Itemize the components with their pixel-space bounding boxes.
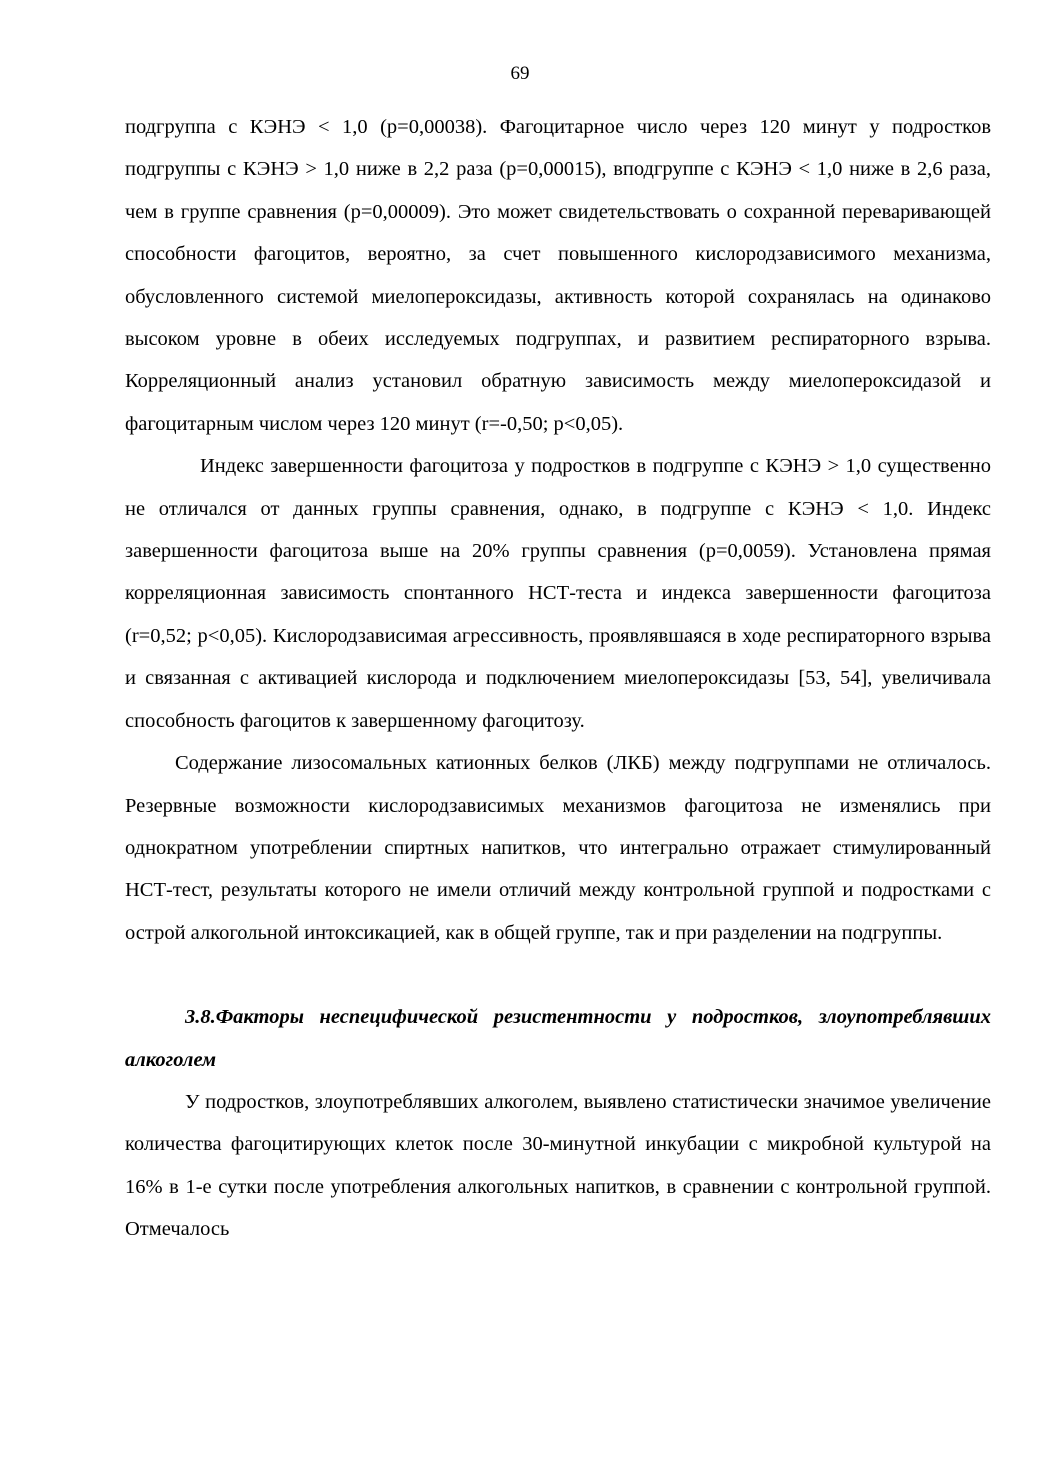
document-body [125,106,991,1251]
section-heading: 3.8.Факторы неспецифической резистентности у подростков, злоупотреблявших алкоголем [125,1006,991,1071]
paragraph-3: Содержание лизосомальных катионных белков (ЛКБ) между подгруппами не отличалось. Резервные возможности кислородзависимых механизмов фагоцитоза не изменялись при однократном употреблении спиртных напитков, что интегрально отражает стимулированный НСТ-тест, результаты которого не имели отличий между контрольной группой и подростками с острой алкогольной интоксикацией, как в общей группе, так и при разделении на подгруппы. [125,752,991,944]
paragraph-2: Индекс завершенности фагоцитоза у подростков в подгруппе с КЭНЭ > 1,0 существенно не отличался от данных группы сравнения, однако, в подгруппе с КЭНЭ < 1,0. Индекс завершенности фагоцитоза выше на 20% группы сравнения (р=0,0059). Установлена прямая корреляционная зависимость спонтанного НСТ-теста и индекса завершенности фагоцитоза (r=0,52; p<0,05). Кислородзависимая агрессивность, проявлявшаяся в ходе респираторного взрыва и связанная с активацией кислорода и подключением миелопероксидазы [53, 54], увеличивала способность фагоцитов к завершенному фагоцитозу. [125,455,991,732]
page-number: 69 [510,63,530,84]
paragraph-1: подгруппа с КЭНЭ < 1,0 (р=0,00038). Фагоцитарное число через 120 минут у подростков подгруппы с КЭНЭ > 1,0 ниже в 2,2 раза (р=0,00015), вподгруппе с КЭНЭ < 1,0 ниже в 2,6 раза, чем в группе сравнения (р=0,00009). Это может свидетельствовать о сохранной переваривающей способности фагоцитов, вероятно, за счет повышенного кислородзависимого механизма, обусловленного системой миелопероксидазы, активность которой сохранялась на одинаково высоком уровне в обеих исследуемых подгруппах, и развитием респираторного взрыва. Корреляционный анализ установил обратную зависимость между миелопероксидазой и фагоцитарным числом через 120 минут (r=-0,50; p<0,05). [125,116,991,435]
paragraph-4: У подростков, злоупотреблявших алкоголем, выявлено статистически значимое увеличение количества фагоцитирующих клеток после 30-минутной инкубации с микробной культурой на 16% в 1-е сутки после употребления алкогольных напитков, в сравнении с контрольной группой. Отмечалось [125,1090,991,1241]
